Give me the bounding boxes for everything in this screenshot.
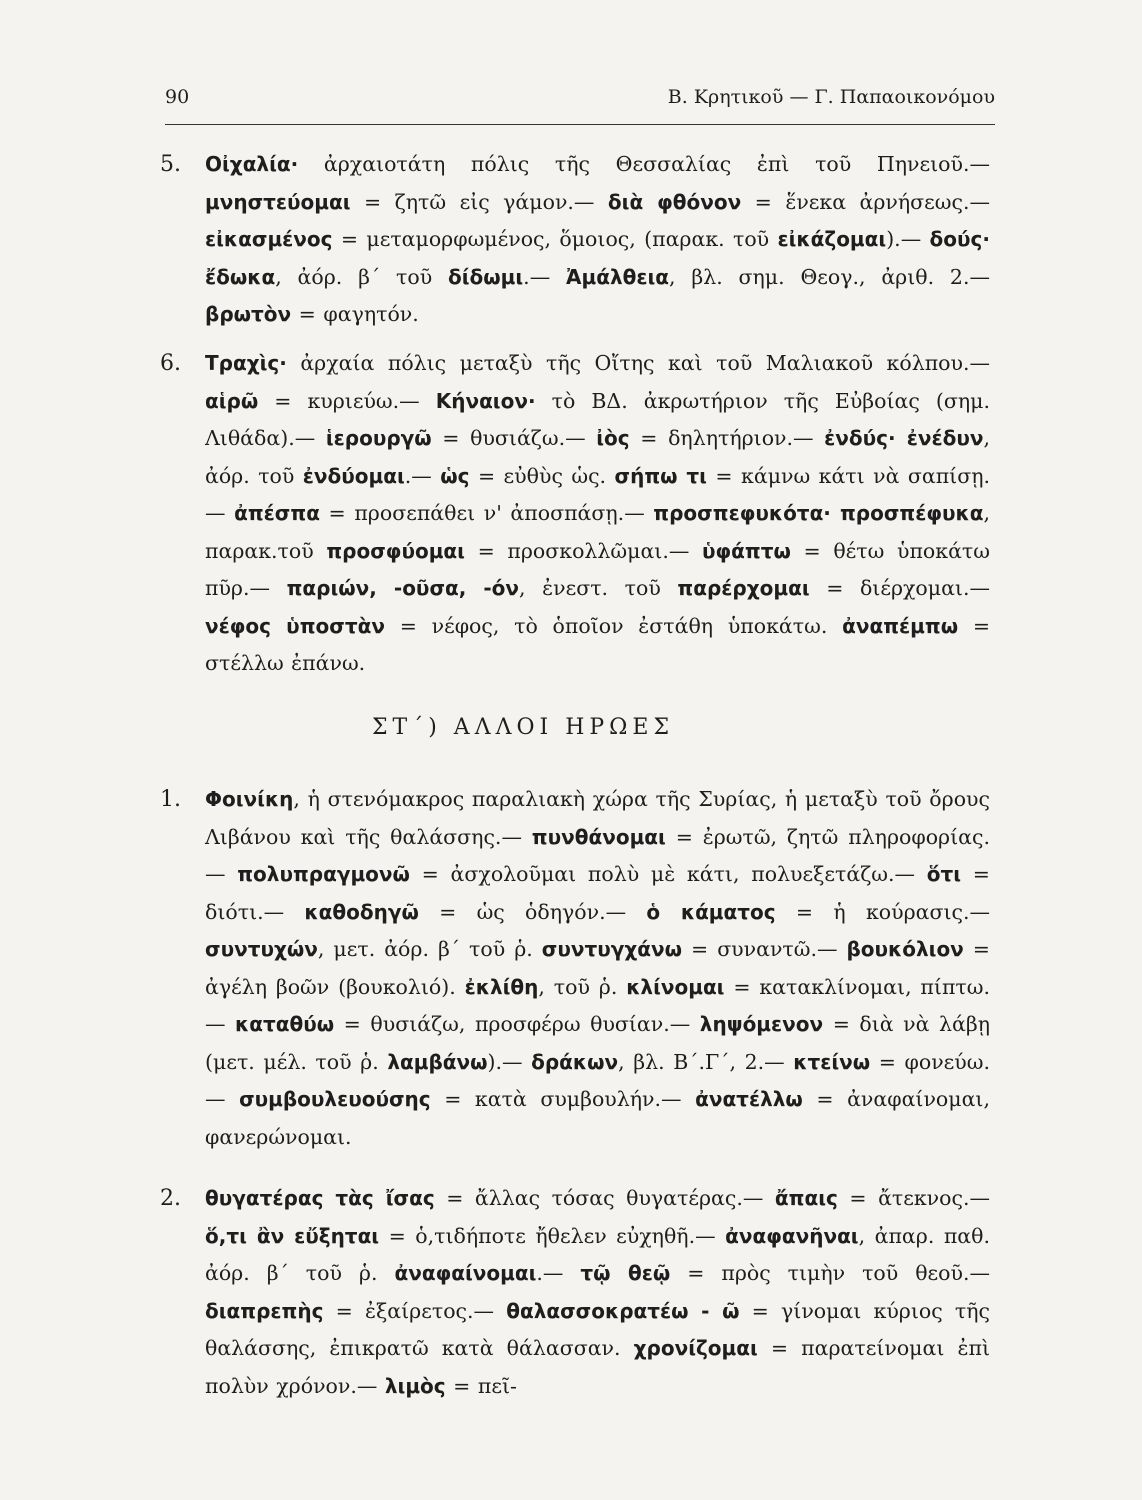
- entry-text: Οἰχαλία· ἀρχαιοτάτη πόλις τῆς Θεσσαλίας ἐπὶ τοῦ Πηνειοῦ.— μνηστεύομαι = ζητῶ εἰς γάμον.— διὰ φθόνον = ἕνεκα ἀρνήσεως.— εἰκασμένος = μεταμορφωμένος, ὅμοιος, (παρακ. τοῦ εἰκάζομαι).— δούς· ἔδωκα, ἀόρ. β΄ τοῦ δίδωμι.— Ἀμάλθεια, βλ. σημ. Θεογ., ἀριθ. 2.— βρωτὸν = φαγητόν.: [205, 152, 991, 326]
- entry-number: 1.: [160, 787, 181, 812]
- gloss-entry: [160, 781, 990, 1156]
- entry-text: Τραχὶς· ἀρχαία πόλις μεταξὺ τῆς Οἴτης καὶ τοῦ Μαλιακοῦ κόλπου.— αἱρῶ = κυριεύω.— Κήναιον· τὸ ΒΔ. ἀκρωτήριον τῆς Εὐβοίας (σημ. Λιθάδα).— ἱερουργῶ = θυσιάζω.— ἰὸς = δηλητήριον.— ἐνδύς· ἐνέδυν, ἀόρ. τοῦ ἐνδύομαι.— ὡς = εὐθὺς ὡς. σήπω τι = κάμνω κάτι νὰ σαπίσῃ.— ἀπέσπα = προσεπάθει ν' ἀποσπάσῃ.— προσπεφυκότα· προσπέφυκα, παρακ.τοῦ προσφύομαι = προσκολλῶμαι.— ὑφάπτω = θέτω ὑποκάτω πῦρ.— παριών, -οῦσα, -όν, ἐνεστ. τοῦ παρέρχομαι = διέρχομαι.— νέφος ὑποστὰν = νέφος, τὸ ὁποῖον ἐστάθη ὑποκάτω. ἀναπέμπω = στέλλω ἐπάνω.: [205, 351, 990, 675]
- entry-text: Φοινίκη, ἡ στενόμακρος παραλιακὴ χώρα τῆς Συρίας, ἡ μεταξὺ τοῦ ὄρους Λιβάνου καὶ τῆς θαλάσσης.— πυνθάνομαι = ἐρωτῶ, ζητῶ πληροφορίας.— πολυπραγμονῶ = ἀσχολοῦμαι πολὺ μὲ κάτι, πολυεξετάζω.— ὅτι = διότι.— καθοδηγῶ = ὡς ὁδηγόν.— ὁ κάματος = ἡ κούρασις.— συντυχών, μετ. ἀόρ. β΄ τοῦ ῥ. συντυγχάνω = συναντῶ.— βουκόλιον = ἀγέλη βοῶν (βουκολιό). ἐκλίθη, τοῦ ῥ. κλίνομαι = κατακλίνομαι, πίπτω.— καταθύω = θυσιάζω, προσφέρω θυσίαν.— ληψόμενον = διὰ νὰ λάβῃ (μετ. μέλ. τοῦ ῥ. λαμβάνω).— δράκων, βλ. Β΄.Γ΄, 2.— κτείνω = φονεύω.— συμβουλευούσης = κατὰ συμβουλήν.— ἀνατέλλω = ἀναφαίνομαι, φανερώνομαι.: [205, 787, 991, 1149]
- entry-number: 2.: [160, 1186, 181, 1211]
- gloss-entry: [160, 1180, 990, 1405]
- section-heading: ΣΤ΄) ΑΛΛΟΙ ΗΡΩΕΣ: [372, 715, 675, 740]
- entry-number: 5.: [160, 152, 181, 177]
- entry-number: 6.: [160, 351, 181, 376]
- gloss-entry: [160, 345, 990, 683]
- page-number: 90: [165, 86, 190, 108]
- gloss-entry: [160, 146, 990, 334]
- page-header: [165, 86, 995, 125]
- entry-text: θυγατέρας τὰς ἴσας = ἄλλας τόσας θυγατέρας.— ἄπαις = ἄτεκνος.— ὅ,τι ἂν εὔξηται = ὁ,τιδήποτε ἤθελεν εὐχηθῆ.— ἀναφανῆναι, ἀπαρ. παθ. ἀόρ. β΄ τοῦ ῥ. ἀναφαίνομαι.— τῷ θεῷ = πρὸς τιμὴν τοῦ θεοῦ.— διαπρεπὴς = ἐξαίρετος.— θαλασσοκρατέω - ῶ = γίνομαι κύριος τῆς θαλάσσης, ἐπικρατῶ κατὰ θάλασσαν. χρονίζομαι = παρατείνομαι ἐπὶ πολὺν χρόνον.— λιμὸς = πεῖ-: [205, 1186, 990, 1398]
- running-head: Β. Κρητικοῦ — Γ. Παπαοικονόμου: [667, 86, 995, 108]
